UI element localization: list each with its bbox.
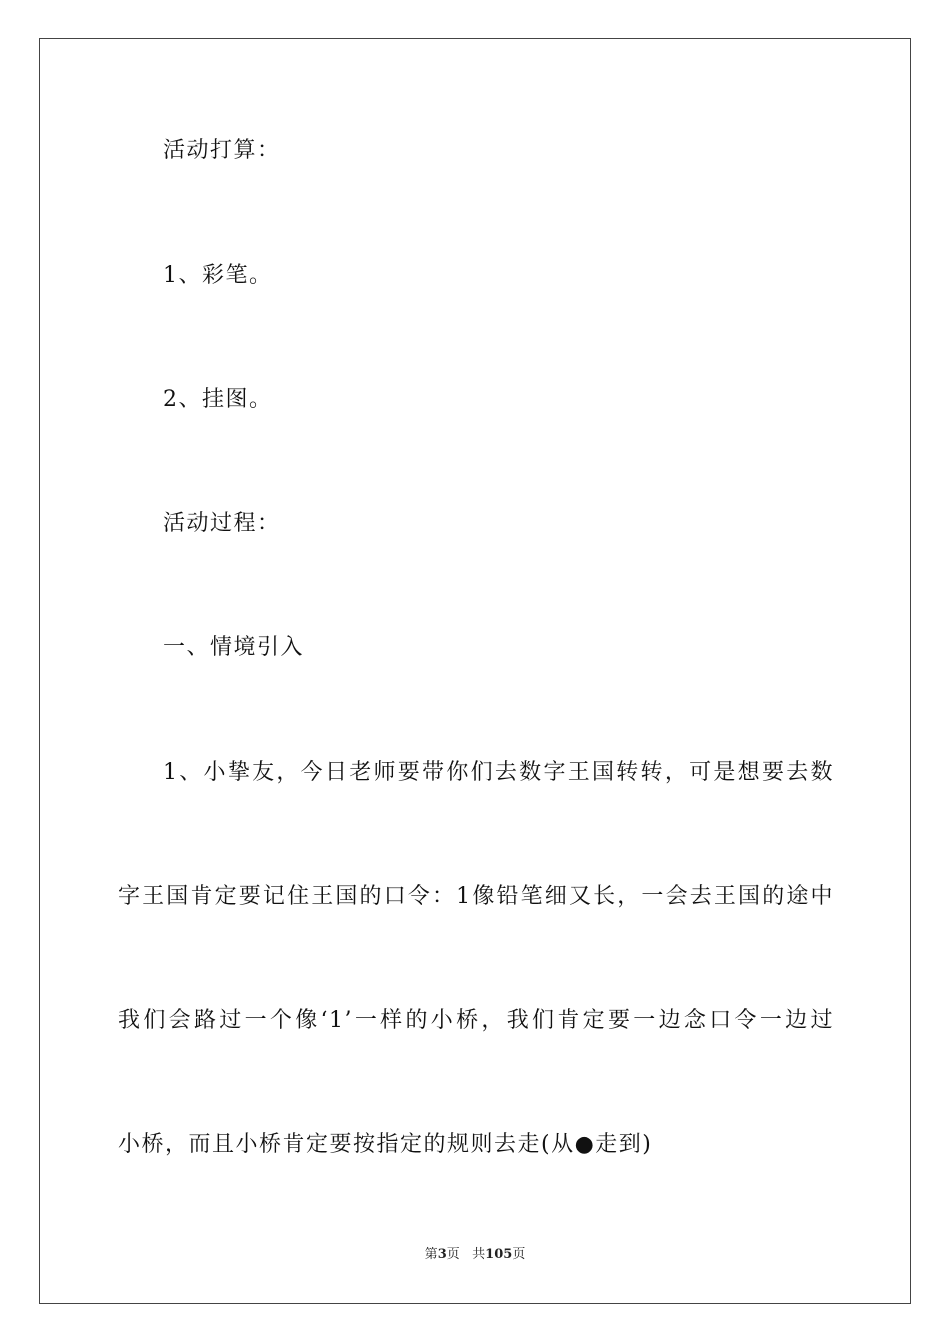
heading-activity-process: 活动过程： (163, 511, 281, 536)
heading-activity-preparation: 活动打算： (163, 138, 281, 163)
footer-page-number: 3 (437, 1247, 447, 1262)
body-line-3: 我们会路过一个像‘1’一样的小桥，我们肯定要一边念口令一边过 (118, 1008, 834, 1033)
footer-page-suffix: 页 (446, 1247, 460, 1262)
footer-total-prefix: 共 (472, 1247, 486, 1262)
footer-total-suffix: 页 (512, 1247, 526, 1262)
body-line-2: 字王国肯定要记住王国的口令：1像铅笔细又长，一会去王国的途中 (118, 884, 834, 909)
list-item-wall-chart: 2、挂图。 (163, 387, 273, 412)
footer-prefix: 第 (424, 1247, 438, 1262)
body-line-4: 小桥，而且小桥肯定要按指定的规则去走(从●走到) (118, 1132, 653, 1157)
body-line-1: 1、小挚友，今日老师要带你们去数字王国转转，可是想要去数 (163, 760, 834, 785)
section-heading-intro: 一、情境引入 (163, 635, 305, 660)
page-frame (39, 38, 911, 1304)
page-footer (0, 1246, 950, 1264)
footer-total-pages: 105 (485, 1247, 513, 1262)
list-item-crayons: 1、彩笔。 (163, 263, 273, 288)
